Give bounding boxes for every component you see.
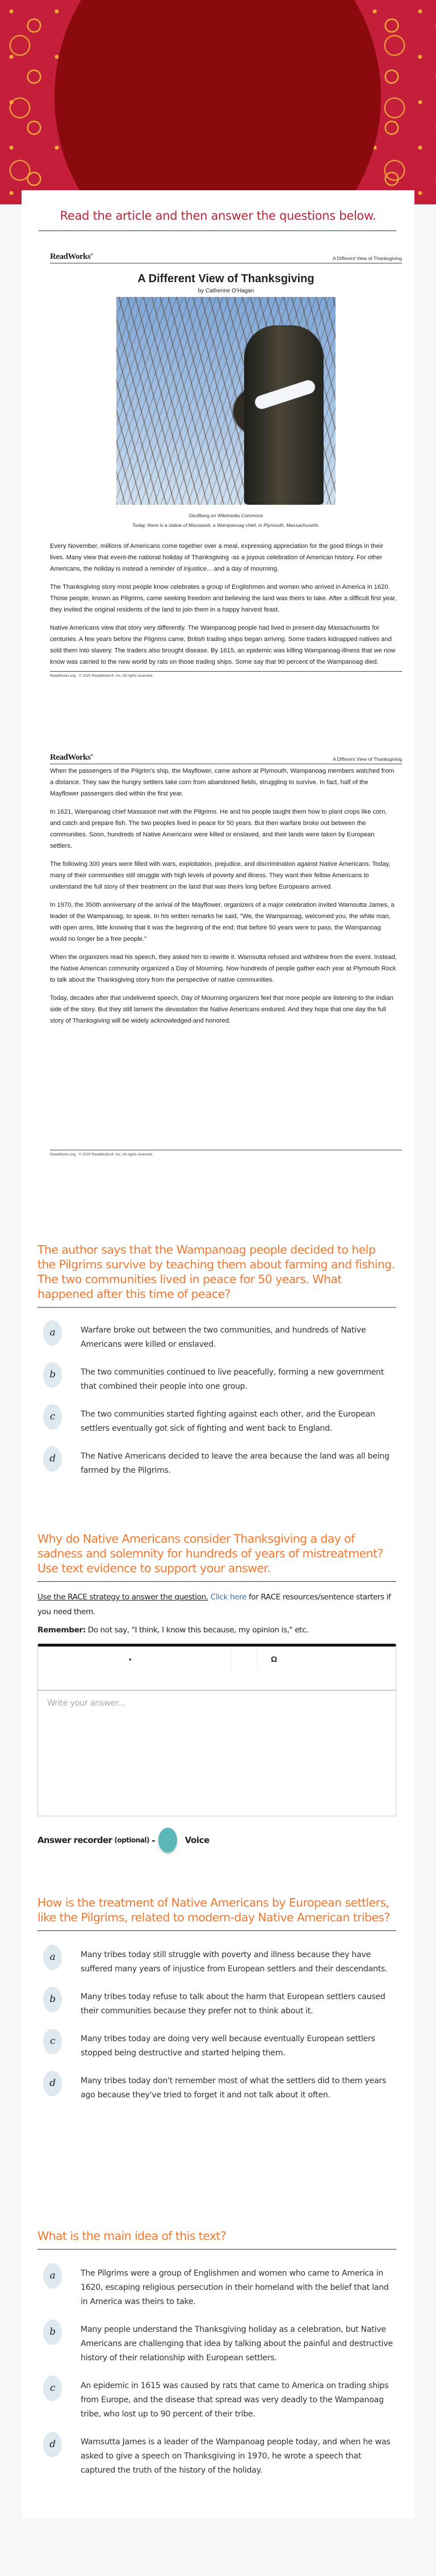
voice-label: Voice: [185, 1835, 209, 1845]
option-text: An epidemic in 1615 was caused by rats that came to America on trading ships from Europe, and the disease that spread was very deadly to the Wampanoag tribe, who lost up to 90 percent of their tribe.: [81, 2381, 389, 2419]
banner-oval: [54, 0, 381, 204]
divider: [37, 1307, 396, 1308]
special-character-icon[interactable]: Ω: [271, 1654, 278, 1664]
option-letter-badge[interactable]: d: [43, 2432, 62, 2457]
option-letter-badge[interactable]: c: [43, 2029, 62, 2054]
article-byline: by Catherine O'Hagan: [198, 288, 254, 294]
answer-recorder: Answer recorder (optional) - Voice: [37, 1828, 396, 1853]
option-b[interactable]: [37, 1990, 396, 2018]
question-title: What is the main idea of this text?: [37, 2229, 227, 2243]
option-c[interactable]: [37, 2379, 396, 2422]
recorder-optional: (optional): [114, 1836, 149, 1844]
option-list: [37, 2267, 396, 2478]
article-paragraph: Every November, millions of Americans come together over a meal, expressing appreciation for the good things in their lives. Many view that event-the national holiday of Thanksgiving -as a joyous celebration of American history. For other Americans, the holiday is instead a reminder of injustice... and a day of mourning.: [50, 543, 384, 572]
option-a[interactable]: [37, 1323, 396, 1352]
rich-text-editor: [37, 1644, 396, 1816]
article-paragraph: In 1970, the 350th anniversary of the arrival of the Mayflower, organizers of a major celebration invited Wamsutta James, a leader of the Wampanoag, to speak. In his written remarks he said, "We, the Wampanoag, welcomed you, the white man, with open arms, little knowing that it was the beginning of the end; that before 50 years were to pass, the Wampanoag would no longer be a free people.": [50, 902, 395, 943]
question-title: The author says that the Wampanoag people decided to help the Pilgrims survive by teaching them about farming and fishing. The two communities lived in peace for 50 years. What happened after this time of peace?: [37, 1243, 395, 1301]
option-letter-badge[interactable]: a: [43, 2263, 62, 2289]
option-d[interactable]: [37, 2435, 396, 2478]
option-text: Many tribes today don't remember most of what the settlers did to them years ago because they've tried to forget it and not talk about it often.: [81, 2076, 387, 2100]
answer-input[interactable]: [38, 1691, 396, 1816]
toolbar-separator: [231, 1649, 232, 1670]
option-c[interactable]: [37, 2032, 396, 2060]
race-resources-link[interactable]: Click here: [210, 1593, 247, 1602]
option-letter-badge[interactable]: c: [43, 2376, 62, 2401]
question-3: [37, 1895, 396, 2102]
option-letter-badge[interactable]: d: [43, 2071, 62, 2096]
readworks-logo: ReadWorks®: [50, 753, 93, 762]
remember-label: Remember:: [37, 1626, 86, 1635]
article-page-1: [50, 249, 402, 678]
option-text: Many tribes today refuse to talk about the harm that European settlers caused their communities because they prefer not to think about it.: [81, 1992, 385, 2016]
option-a[interactable]: [37, 2267, 396, 2309]
readworks-footer: ReadWorks.org · © 2020 ReadWorks®, Inc. All rights reserved.: [50, 1150, 402, 1157]
toolbar-separator: [257, 1649, 258, 1670]
question-2: [37, 1531, 396, 1853]
readworks-footer: ReadWorks.org · © 2020 ReadWorks®, Inc. All rights reserved.: [50, 671, 402, 678]
option-a[interactable]: [37, 1948, 396, 1976]
content-card: [22, 190, 414, 2518]
option-letter-badge[interactable]: a: [43, 1945, 62, 1970]
readworks-header: [50, 749, 402, 764]
option-c[interactable]: [37, 1408, 396, 1436]
option-b[interactable]: [37, 1366, 396, 1394]
option-letter-badge[interactable]: b: [43, 2319, 62, 2345]
option-text: Warfare broke out between the two communities, and hundreds of Native Americans were killed or enslaved.: [81, 1326, 366, 1349]
option-letter-badge[interactable]: b: [43, 1362, 62, 1388]
article-body-1: [50, 541, 402, 668]
question-title: Why do Native Americans consider Thanksgiving a day of sadness and solemnity for hundreds of years of mistreatment? Use text evidence to support your answer.: [37, 1532, 383, 1575]
option-text: The Pilgrims were a group of Englishmen and women who came to America in 1620, escaping religious persecution in their homeland with the belief that land in America was theirs to take.: [81, 2269, 389, 2306]
question-title: How is the treatment of Native Americans by European settlers, like the Pilgrims, related to modern-day Native American tribes?: [37, 1896, 390, 1924]
article-title: A Different View of Thanksgiving: [137, 273, 315, 285]
article-paragraph: Today, decades after that undelivered speech, Day of Mourning organizers feel that more people are listening to the Indian side of the story. But they still lament the devastation the Native Americans endured. And they hope that one day the full story of Thanksgiving will be widely acknowledged-and honored.: [50, 995, 393, 1024]
editor-toolbar: [38, 1647, 396, 1691]
option-text: The two communities started fighting against each other, and the European settlers eventually got sick of fighting and went back to England.: [81, 1410, 375, 1433]
option-d[interactable]: [37, 2074, 396, 2102]
option-text: The Native Americans decided to leave the area because the land was all being farmed by the Pilgrims.: [81, 1452, 389, 1475]
option-letter-badge[interactable]: a: [43, 1320, 62, 1346]
option-letter-badge[interactable]: d: [43, 1446, 62, 1472]
header-banner: [0, 0, 436, 204]
page-gutter: [414, 204, 436, 2576]
readworks-header: [50, 249, 402, 263]
option-letter-badge[interactable]: c: [43, 1404, 62, 1430]
option-b[interactable]: [37, 2323, 396, 2365]
option-text: The two communities continued to live peacefully, forming a new government that combined their people into one group.: [81, 1368, 384, 1391]
photo-credit: Gkullberg on Wikimedia Commons: [188, 513, 263, 518]
article-paragraph: In 1621, Wampanoag chief Massasoit met with the Pilgrims. He and his people taught them how to plant crops like corn, and catch and prepare fish. The two peoples lived in peace for 50 years. But then warfare broke out between the communities. Soon, hundreds of Native Americans were killed or enslaved, and their lands were taken by European settlers.: [50, 809, 387, 849]
article-paragraph: When the organizers read his speech, they asked him to rewrite it. Wamsutta refused and withdrew from the event. Instead, the Native American community organized a Day of Mourning. Now hundreds of people gather each year at Plymouth Rock to talk about the Thanksgiving story from the perspective of native communities.: [50, 954, 397, 983]
article-photo: [116, 297, 336, 505]
option-letter-badge[interactable]: b: [43, 1987, 62, 2012]
intro-title: Read the article and then answer the questions below.: [60, 209, 376, 223]
option-list: [37, 1948, 396, 2102]
article-paragraph: The following 300 years were filled with wars, exploitation, prejudice, and discrimination against Native Americans. Today, many of their communities still struggle with high levels of poverty and illness. They want their fellow Americans to understand the full story of their treatment on the land that was theirs long before Europeans arrived.: [50, 861, 391, 890]
article-page-2: [50, 749, 402, 1157]
statue-figure: [244, 325, 324, 505]
running-title: A Different View of Thanksgiving: [333, 255, 402, 261]
readworks-logo: ReadWorks®: [50, 252, 93, 261]
option-text: Many people understand the Thanksgiving holiday as a celebration, but Native Americans are challenging that idea by talking about the painful and destructive history of their relationship with European settlers.: [81, 2325, 393, 2363]
remember-note: Remember: Do not say, "I think, I know this because, my opinion is," etc.: [37, 1626, 309, 1635]
article-paragraph: When the passengers of the Pilgrim's ship, the Mayflower, came ashore at Plymouth, Wampanoag members watched from a distance. They saw the hungry settlers take corn from abandoned fields, struggling to survive. In fact, half of the Mayflower passengers died within the first year.: [50, 768, 395, 797]
running-title: A Different View of Thanksgiving: [333, 756, 402, 762]
option-text: Wamsutta James is a leader of the Wampanoag people today, and when he was asked to give a speech on Thanksgiving in 1970, he wrote a speech that captured the truth of the history of the holiday.: [81, 2437, 391, 2475]
divider: [37, 1581, 396, 1582]
divider: [37, 2249, 396, 2250]
article-body-2: [50, 765, 402, 1027]
race-instructions: Use the RACE strategy to answer the question. Click here for RACE resources/sentence starters if you need them.: [37, 1593, 391, 1616]
article-paragraph: The Thanksgiving story most people know celebrates a group of Englishmen and women who arrived in America in 1620. Those people, known as Pilgrims, came seeking freedom and believing the land was theirs to take. After a difficult first year, they invited the original residents of the land to join them in a happy harvest feast.: [50, 584, 397, 613]
article-paragraph: Native Americans view that story very differently. The Wampanoag people had lived in present-day Massachusetts for centuries. A few years before the Pilgrims came, British trading ships began arriving. Some traders kidnapped natives and sold them into slavery. The traders also brought disease. By 1615, an epidemic was killing Wampanoag-illness that we now know was carried to the new world by rats on those trading ships. Some say that 90 percent of the Wampanoag died.: [50, 625, 396, 665]
format-dropdown-icon[interactable]: ▾: [129, 1657, 132, 1662]
option-list: [37, 1323, 396, 1478]
question-1: [37, 1242, 396, 1478]
race-strategy-text: Use the RACE strategy to answer the question.: [37, 1593, 208, 1602]
photo-caption: Today, there is a statue of Massasoit, a Wampanoag chief, in Plymouth, Massachusetts.: [132, 522, 320, 528]
option-d[interactable]: [37, 1450, 396, 1478]
question-4: [37, 2229, 396, 2478]
option-text: Many tribes today are doing very well because eventually European settlers stopped being destructive and started helping them.: [81, 2034, 375, 2058]
divider: [37, 1930, 396, 1931]
option-text: Many tribes today still struggle with poverty and illness because they have suffered many years of injustice from European settlers and their descendants.: [81, 1950, 388, 1974]
record-button[interactable]: [158, 1828, 177, 1853]
recorder-label: Answer recorder: [37, 1835, 112, 1845]
